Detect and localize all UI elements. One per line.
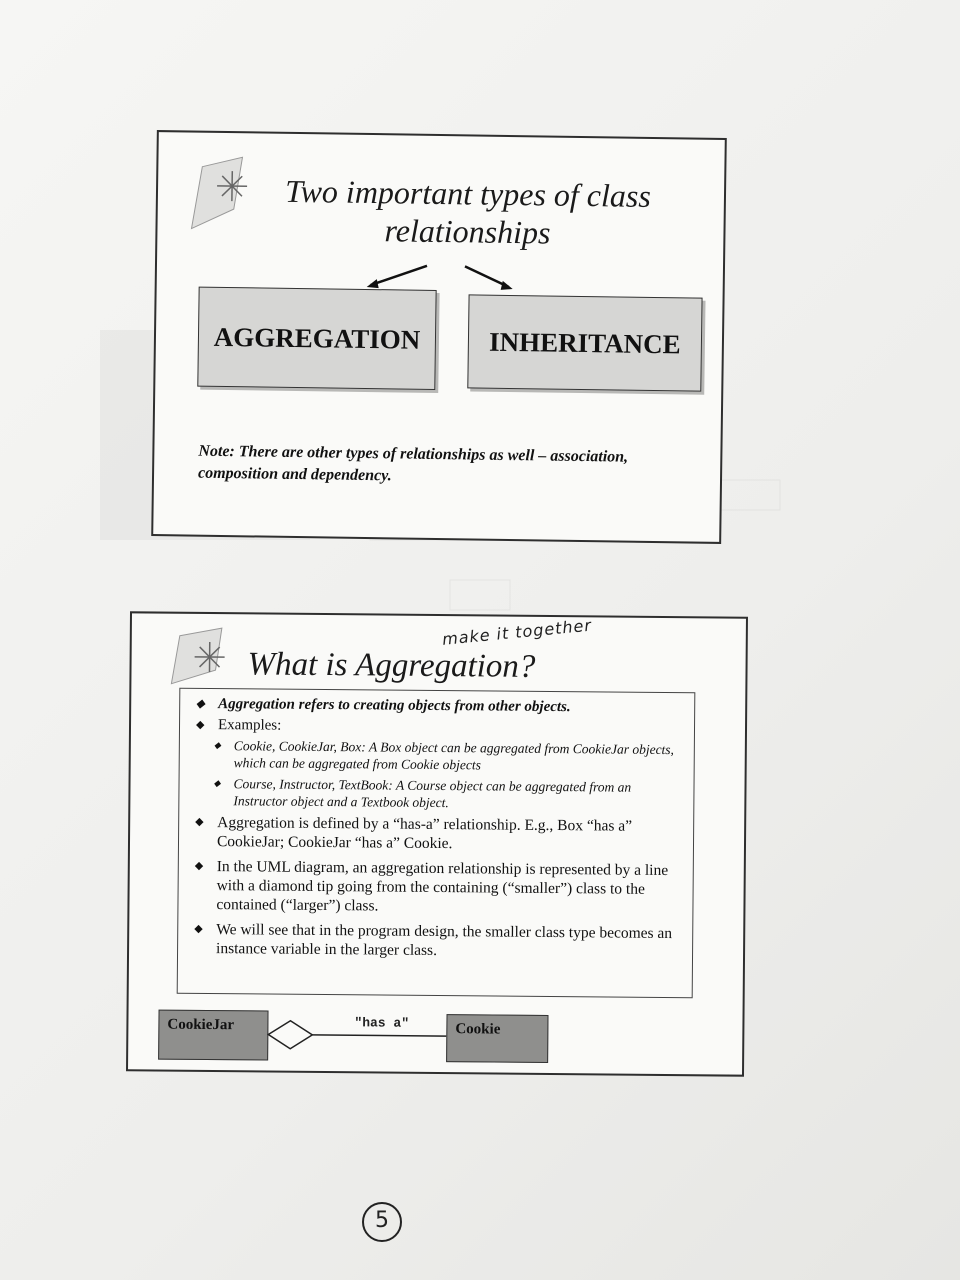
- bullet-has-a: ◆ Aggregation is defined by a “has-a” relationship. E.g., Box “has a” CookieJar; CookieJar “has a” Cookie.: [195, 813, 685, 855]
- starburst-logo-icon: [161, 624, 246, 691]
- uml-class-cookiejar: CookieJar: [158, 1010, 268, 1061]
- slide-class-relationships: [151, 130, 727, 544]
- relationships-note: Note: There are other types of relationships as well – association, composition and dependency.: [197, 442, 629, 485]
- slide-title: What is Aggregation?: [247, 646, 536, 685]
- handwritten-annotation: make it together: [441, 615, 593, 649]
- slide-what-is-aggregation: [126, 611, 748, 1076]
- bullet-program: ◆ We will see that in the program design, the smaller class type becomes an instance variable in the larger class.: [194, 920, 684, 962]
- slide-title: Two important types of class relationships: [284, 172, 652, 251]
- starburst-logo-icon: [181, 148, 266, 239]
- aggregation-box: AGGREGATION: [197, 287, 436, 390]
- page-number: 5: [362, 1202, 402, 1242]
- sub-bullet-example: ◆ Course, Instructor, TextBook: A Course object can be aggregated from an Instructor object and a Textbook object.: [195, 775, 685, 813]
- uml-class-cookie: Cookie: [446, 1014, 548, 1063]
- bullet-examples: ◆ Examples:: [196, 716, 686, 739]
- bullet-list: [177, 688, 696, 998]
- inheritance-box: INHERITANCE: [467, 294, 702, 391]
- bullet-uml: ◆ In the UML diagram, an aggregation relationship is represented by a line with a diamond tip going from the containing (“smaller”) class to the contained (“larger”) class.: [194, 857, 684, 918]
- relation-label: "has a": [354, 1015, 410, 1031]
- bullet-definition: ◆ Aggregation refers to creating objects from other objects.: [196, 695, 686, 718]
- sub-bullet-example: ◆ Cookie, CookieJar, Box: A Box object can be aggregated from CookieJar objects, which can be aggregated from Cookie objects: [196, 737, 686, 775]
